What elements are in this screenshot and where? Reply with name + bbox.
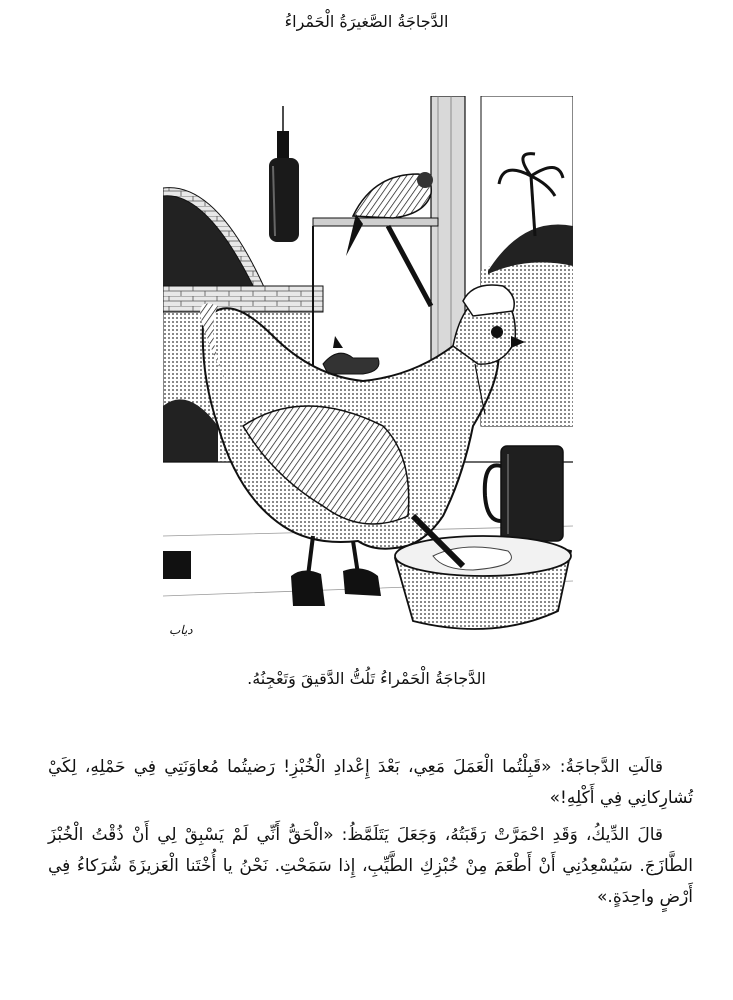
- kneading-bowl: [395, 536, 571, 629]
- artist-signature: دياب: [169, 623, 193, 637]
- illustration-caption: الدَّجاجَةُ الْحَمْراءُ تَلُتُّ الدَّقيقَ وَتَعْجِنُهُ.: [247, 669, 486, 688]
- story-paragraph: قالَتِ الدَّجاجَةُ: «قَبِلْتُما الْعَمَلَ مَعِي، بَعْدَ إِعْدادِ الْخُبْزِ! رَضيتُما مُعاوَنَتِي فِي حَمْلِهِ، لِكَيْ تُشارِكانِي فِي أَكْلِهِ!»: [48, 757, 693, 808]
- story-text: [48, 752, 693, 919]
- page-title: الدَّجاجَةُ الصَّغيرَةُ الْحَمْراءُ: [284, 12, 449, 31]
- story-paragraph: قالَ الدِّيكُ، وَقَدِ احْمَرَّتْ رَقَبَتُهُ، وَجَعَلَ يَتَلَمَّظُ: «الْحَقُّ أَنِّي لَمْ يَسْبِقْ لِي أَنْ ذُقْتُ الْخُبْزَ الطَّازَجَ. سَيُسْعِدُنِي أَنْ أَطْعَمَ مِنْ خُبْزِكِ الطَّيِّبِ، إِذا سَمَحْتِ. نَحْنُ يا أُخْتَنا الْعَزيزَةَ شُرَكاءُ فِي أَرْضٍ واحِدَةٍ.»: [48, 825, 693, 907]
- hen-kneading-illustration: [163, 96, 573, 642]
